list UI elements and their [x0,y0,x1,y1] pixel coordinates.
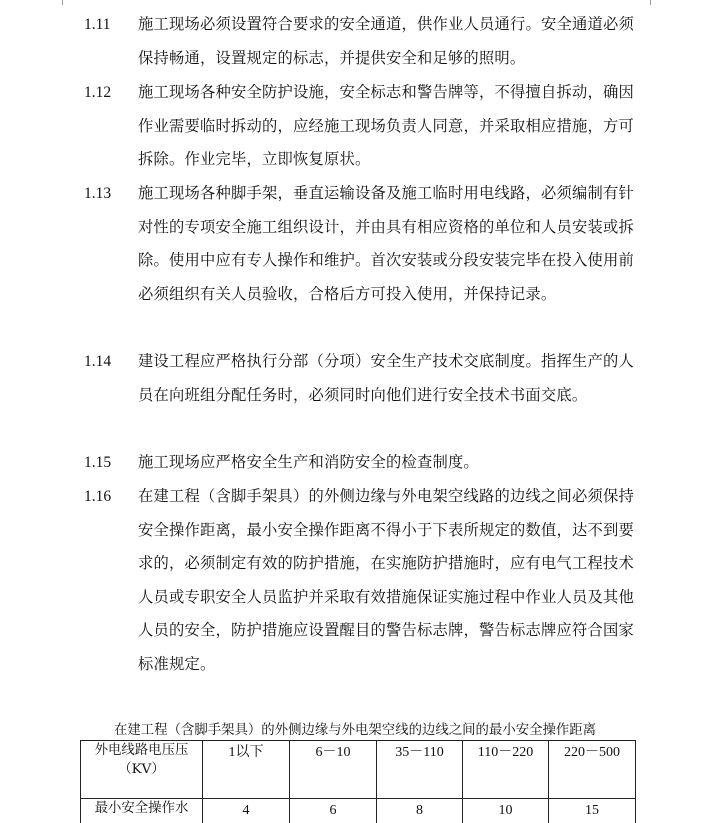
voltage-cell: 1以下 [203,741,290,799]
distance-cell: 4 [203,799,290,823]
distance-cell: 6 [290,799,377,823]
safety-distance-table [80,740,636,823]
clause-number: 1.12 [84,84,112,101]
clause-number: 1.15 [84,454,112,471]
voltage-header-cell: 外电线路电压压（KV） [81,741,203,799]
distance-cell: 10 [463,799,549,823]
distance-header-cell: 最小安全操作水 [81,799,203,823]
margin-corner-mark [650,0,651,5]
voltage-cell: 35－110 [377,741,463,799]
clause-text: 施工现场必须设置符合要求的安全通道，供作业人员通行。安全通道必须保持畅通，设置规定的标志，并提供安全和足够的照明。 [138,15,634,67]
table-row [81,799,636,823]
clause-text: 施工现场各种脚手架，垂直运输设备及施工临时用电线路，必须编制有针对性的专项安全施工组织设计，并由具有相应资格的单位和人员安装或拆除。使用中应有专人操作和维护。首次安装或分段安装完毕在投入使用前必须组织有关人员验收，合格后方可投入使用，并保持记录。 [138,184,634,303]
clause-number: 1.11 [84,16,111,33]
distance-cell: 8 [377,799,463,823]
margin-corner-mark [62,0,63,5]
clause-text: 施工现场应严格安全生产和消防安全的检查制度。 [138,453,479,471]
table-caption: 在建工程（含脚手架具）的外侧边缘与外电架空线的边线之间的最小安全操作距离 [114,723,597,738]
clause-number: 1.16 [84,488,112,505]
clause-number: 1.14 [84,353,112,370]
voltage-cell: 6－10 [290,741,377,799]
voltage-cell: 220－500 [549,741,636,799]
clause-text: 在建工程（含脚手架具）的外侧边缘与外电架空线路的边线之间必须保持安全操作距离，最小安全操作距离不得小于下表所规定的数值，达不到要求的，必须制定有效的防护措施，在实施防护措施时，应有电气工程技术人员或专职安全人员监护并采取有效措施保证实施过程中作业人员及其他人员的安全，防护措施应设置醒目的警告标志牌，警告标志牌应符合国家标准规定。 [138,487,634,673]
clause-text: 施工现场各种安全防护设施，安全标志和警告牌等，不得擅自拆动，确因作业需要临时拆动的，应经施工现场负责人同意，并采取相应措施，方可拆除。作业完毕，立即恢复原状。 [138,83,634,168]
clause-number: 1.13 [84,185,112,202]
table-row [81,741,636,799]
voltage-cell: 110－220 [463,741,549,799]
distance-cell: 15 [549,799,636,823]
clause-text: 建设工程应严格执行分部（分项）安全生产技术交底制度。指挥生产的人员在向班组分配任务时，必须同时向他们进行安全技术书面交底。 [138,352,634,404]
